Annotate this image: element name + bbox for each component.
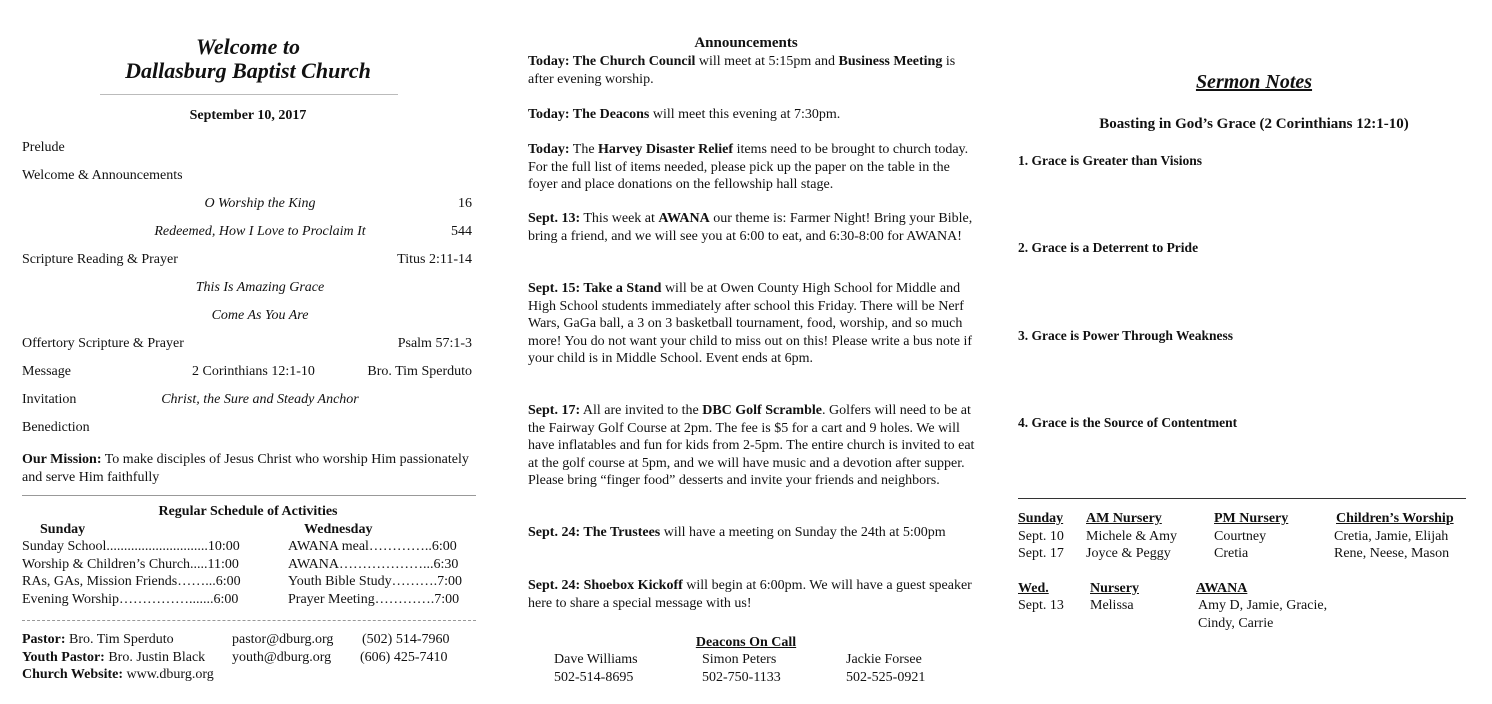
order-item-label: Scripture Reading & Prayer (22, 252, 178, 267)
nursery-wed-header: AWANA (1196, 581, 1248, 596)
sermon-notes-panel (996, 0, 1492, 704)
order-item-title: Christ, the Sure and Steady Anchor (161, 392, 359, 407)
mission-label: Our Mission: (22, 452, 102, 467)
order-item-title: Come As You Are (211, 308, 309, 323)
schedule-sunday-row: Worship & Children’s Church.....11:00 (22, 556, 239, 572)
order-item-title: O Worship the King (204, 196, 316, 211)
schedule-wednesday-row: Youth Bible Study……….7:00 (288, 574, 462, 589)
mission-statement (22, 451, 472, 486)
order-item-label: Offertory Scripture & Prayer (22, 336, 184, 351)
announcements-title: Announcements (694, 35, 798, 51)
announcement-bold: Sept. 24: The Trustees (528, 525, 661, 540)
nursery-sunday-cell: Cretia (1214, 546, 1249, 561)
announcement-text: This week at (580, 211, 659, 226)
announcement-bold: Business Meeting (838, 54, 943, 69)
schedule-title: Regular Schedule of Activities (158, 504, 338, 519)
youth-pastor-label: Youth Pastor: (22, 650, 105, 665)
order-item-reference: 544 (451, 224, 472, 239)
nursery-wed-nursery: Melissa (1090, 598, 1134, 613)
order-item-label: Welcome & Announcements (22, 168, 183, 183)
deacon-name: Dave Williams (554, 652, 638, 667)
deacon-name: Jackie Forsee (846, 652, 922, 667)
schedule-wednesday-head: Wednesday (304, 522, 373, 537)
nursery-sunday-cell: Rene, Neese, Mason (1334, 546, 1450, 561)
announcement-bold: Today: The Church Council (528, 54, 696, 69)
nursery-wed-date: Sept. 13 (1018, 598, 1064, 613)
announcement-bold: Sept. 13: (528, 211, 581, 226)
website-line (22, 667, 214, 683)
pastor-email[interactable]: pastor@dburg.org (232, 632, 334, 647)
announcement-text: will begin at 6:00pm. We will have a guest speaker here to share a special message with us! (528, 578, 972, 611)
service-date: September 10, 2017 (189, 108, 307, 123)
nursery-sunday-cell: Joyce & Peggy (1086, 546, 1171, 561)
announcement-bold: Today: (528, 142, 570, 157)
sermon-subtitle: Boasting in God’s Grace (2 Corinthians 12:1-10) (1099, 116, 1409, 132)
deacon-phone: 502-525-0921 (846, 670, 926, 685)
deacon-phone: 502-750-1133 (702, 670, 781, 685)
nursery-divider (1018, 498, 1466, 499)
schedule-sunday-row: RAs, GAs, Mission Friends……...6:00 (22, 574, 241, 589)
mission-divider (22, 495, 476, 496)
nursery-sunday-header: AM Nursery (1086, 511, 1162, 526)
nursery-sunday-cell: Cretia, Jamie, Elijah (1334, 529, 1449, 544)
order-item-reference: 16 (458, 196, 472, 211)
nursery-wed-header: Wed. (1018, 581, 1049, 596)
announcement-bold: Sept. 15: Take a Stand (528, 281, 662, 296)
announcement-bold: DBC Golf Scramble (702, 403, 822, 418)
church-name-title: Dallasburg Baptist Church (125, 58, 371, 83)
nursery-wed-awana-cont: Cindy, Carrie (1198, 616, 1274, 631)
announcement-text: All are invited to the (580, 403, 703, 418)
sermon-point: 3. Grace is Power Through Weakness (1018, 328, 1234, 343)
website-link[interactable]: www.dburg.org (126, 667, 214, 682)
announcement-harvey-relief (528, 141, 976, 194)
announcement-golf-scramble (528, 402, 976, 490)
nursery-sunday-header: Sunday (1018, 511, 1064, 526)
announcement-text: The (569, 142, 599, 157)
announcement-text: will meet at 5:15pm and (695, 54, 839, 69)
pastor-phone: (502) 514-7960 (362, 632, 450, 647)
schedule-sunday-row: Sunday School.............................10:00 (22, 539, 240, 554)
announcement-bold: Sept. 24: Shoebox Kickoff (528, 578, 683, 593)
nursery-sunday-cell: Michele & Amy (1086, 529, 1177, 544)
announcement-text: . Golfers will need to be at the Fairway Golf Course at 2pm. The fee is $5 for a cart and 9 holes. We will have inflatables and fun for kids from 2-5pm. The entire church is invited to eat at the golf course at 5pm, and we will have music and a devotion after supper. Please bring “finger food” desserts and invite your friends and neighbors. (528, 403, 975, 488)
announcement-take-a-stand (528, 280, 976, 368)
announcement-text: will meet this evening at 7:30pm. (649, 107, 841, 122)
schedule-wednesday-row: AWANA meal…………..6:00 (288, 539, 457, 554)
order-item-label: Benediction (22, 420, 90, 435)
announcement-text: items need to be brought to church today. For the full list of items needed, please pick up the paper on the table in the foyer and place donations on the fellowship hall stage. (528, 142, 969, 192)
nursery-sunday-cell: Sept. 17 (1018, 546, 1064, 561)
announcement-bold: Harvey Disaster Relief (598, 142, 734, 157)
youth-pastor-phone: (606) 425-7410 (360, 650, 448, 665)
sermon-point: 2. Grace is a Deterrent to Pride (1018, 240, 1199, 255)
order-item-label: Prelude (22, 140, 65, 155)
order-item-label: Invitation (22, 392, 77, 407)
order-item-title: This Is Amazing Grace (195, 280, 325, 295)
announcement-text: will have a meeting on Sunday the 24th at 5:00pm (660, 525, 946, 540)
website-label: Church Website: (22, 667, 123, 682)
nursery-wed-awana: Amy D, Jamie, Gracie, (1198, 598, 1328, 613)
announcement-text: is after evening worship. (528, 54, 956, 87)
order-of-worship-panel (0, 0, 496, 704)
announcement-text: our theme is: Farmer Night! Bring your Bible, bring a friend, and we will see you at 6:00 to eat, and 6:30-8:00 for AWANA! (528, 211, 973, 244)
nursery-sunday-header: Children’s Worship (1336, 511, 1454, 526)
announcement-deacons (528, 106, 976, 124)
sermon-point: 1. Grace is Greater than Visions (1018, 153, 1202, 168)
announcement-awana (528, 210, 976, 245)
mission-text: To make disciples of Jesus Christ who worship Him passionately and serve Him faithfully (22, 452, 469, 485)
schedule-sunday-row: Evening Worship…………….......6:00 (22, 591, 239, 607)
order-item-reference: Psalm 57:1-3 (397, 336, 472, 351)
announcement-text: will be at Owen County High School for Middle and High School students immediately after school this Friday. There will be Nerf Wars, GaGa ball, a 3 on 3 basketball tournament, food, worship, and so much more! You do not want your child to miss out on this! Please write a bus note if your child is in Middle School. Event ends at 6pm. (528, 281, 973, 366)
announcement-bold: Today: The Deacons (528, 107, 650, 122)
announcement-church-council (528, 53, 976, 88)
title-divider (100, 94, 398, 95)
announcements-panel (496, 0, 996, 704)
youth-pastor-name: Bro. Justin Black (108, 650, 206, 665)
contact-divider (22, 620, 476, 621)
nursery-sunday-cell: Sept. 10 (1018, 529, 1064, 544)
pastor-name: Bro. Tim Sperduto (69, 632, 174, 647)
announcement-bold: AWANA (658, 211, 710, 226)
nursery-wed-header: Nursery (1090, 581, 1139, 596)
deacon-phone: 502-514-8695 (554, 670, 634, 685)
deacons-on-call-title: Deacons On Call (695, 635, 797, 650)
order-item-title: Redeemed, How I Love to Proclaim It (154, 224, 366, 239)
sermon-point: 4. Grace is the Source of Contentment (1018, 415, 1238, 430)
pastor-label: Pastor: (22, 632, 66, 647)
announcement-trustees (528, 524, 976, 542)
order-item-reference: Titus 2:11-14 (397, 252, 472, 267)
schedule-wednesday-row: Prayer Meeting………….7:00 (288, 591, 460, 607)
schedule-sunday-head: Sunday (40, 522, 86, 537)
nursery-sunday-header: PM Nursery (1214, 511, 1289, 526)
schedule-wednesday-row: AWANA………………...6:30 (288, 556, 459, 572)
announcement-bold: Sept. 17: (528, 403, 581, 418)
welcome-title-line1: Welcome to (195, 34, 301, 59)
announcement-shoebox-kickoff (528, 577, 976, 612)
youth-pastor-line (22, 650, 205, 666)
sermon-notes-title: Sermon Notes (1195, 71, 1313, 93)
youth-pastor-email[interactable]: youth@dburg.org (232, 650, 332, 665)
pastor-line (22, 632, 174, 648)
deacon-name: Simon Peters (702, 652, 777, 667)
nursery-sunday-cell: Courtney (1214, 529, 1267, 544)
order-item-title: 2 Corinthians 12:1-10 (192, 364, 315, 379)
order-item-reference: Bro. Tim Sperduto (367, 364, 472, 379)
order-item-label: Message (22, 364, 71, 379)
